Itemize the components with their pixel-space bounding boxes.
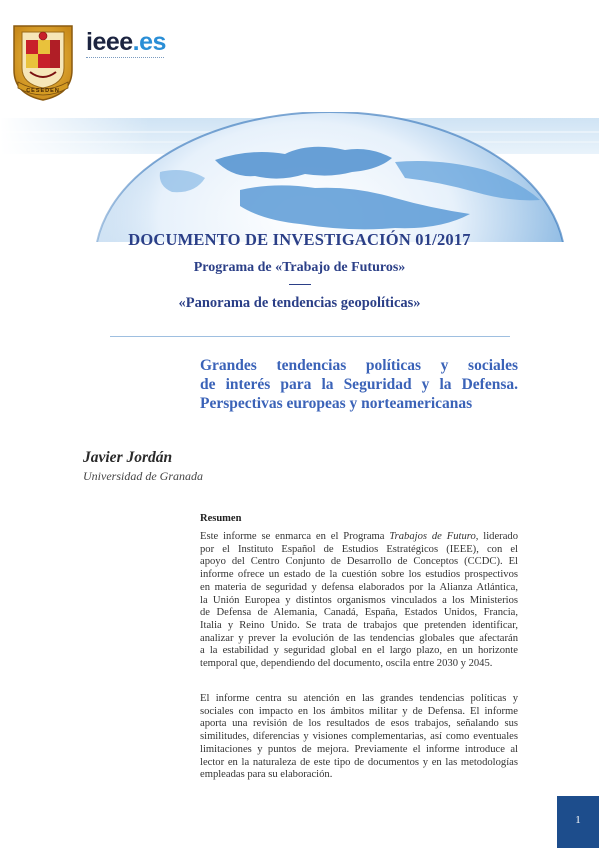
paragraph-line: Italia y Reino Unido. Se trata de trabajos que pretenden identificar, [200,619,518,631]
title-separator [289,284,311,285]
crest-ribbon-text: CESEDEN [26,88,60,94]
page-number: 1 [575,814,581,826]
author-affiliation: Universidad de Granada [83,469,203,483]
title-block [0,230,599,312]
paragraph-line: por el Instituto Español de Estudios Estratégicos (IEEE), con el [200,543,518,555]
subtitle-line: de interés para la Seguridad y la Defensa. [200,376,518,393]
panorama-title: «Panorama de tendencias geopolíticas» [178,295,421,311]
program-name: Programa de «Trabajo de Futuros» [193,260,406,275]
paragraph-line: en materia de seguridad y defensa elaborados por la Alianza Atlántica, [200,581,518,593]
paragraph-line: temporal que, dependiendo del documento, oscila entre 2030 y 2045. [200,658,493,670]
page-number-box [557,796,599,848]
paragraph-line: aporta una revisión de los resultados de esos trabajos, señalando sus [200,718,518,730]
paragraph-line: sociales con impacto en los ámbitos militar y de Defensa. El informe [200,705,518,717]
abstract-paragraph [200,531,518,671]
paragraph-line: lector en la naturaleza de este tipo de documentos y en las metodologías [200,756,518,768]
text-run: , liderado [475,531,518,542]
paragraph-line: apoyo del Centro Conjunto de Desarrollo de Conceptos (CCDC). El [200,556,518,568]
program-emphasis: Trabajos de Futuro [389,531,476,542]
subtitle-line: Perspectivas europeas y norteamericanas [200,395,473,412]
globe-banner [0,112,599,242]
text-run: Este informe se enmarca en el Programa [200,531,390,542]
ceseden-crest-icon [8,22,78,102]
header-rule [110,336,510,337]
paragraph-line: de Defensa de Alemania, Canadá, España, Estados Unidos, Francia, [200,607,518,619]
author-name: Javier Jordán [83,449,173,466]
abstract-paragraph [200,693,518,782]
paragraph-line: similitudes, diferencias y visiones complementarias, así como eventuales [200,731,518,743]
paragraph-line: empleadas para su elaboración. [200,769,333,781]
paragraph-line: El informe centra su atención en las grandes tendencias políticas y [200,693,518,704]
paragraph-line: analizar y prever la evolución de las tendencias globales que afectarán [200,632,518,644]
logo-brand: ieee [86,28,133,56]
document-title: DOCUMENTO DE INVESTIGACIÓN 01/2017 [128,230,471,249]
paragraph-line: informe ofrece un estado de la cuestión sobre los estudios prospectivos [200,569,518,581]
logo-domain: .es [132,28,166,56]
subtitle-line: Grandes tendencias políticas y sociales [200,357,518,374]
ieee-logo [86,30,166,60]
paragraph-line: la Unión Europea y distintos organismos vinculados a los Ministerios [200,594,518,606]
paragraph-line: a la estabilidad y seguridad global en el largo plazo, en un horizonte [200,645,518,657]
abstract-heading: Resumen [200,513,242,524]
document-subtitle [200,356,518,413]
paragraph-line [200,531,518,544]
paragraph-line: limitaciones y puntos de mejora. Previamente el informe introduce al [200,743,518,755]
logo-tagline-rule [86,57,164,60]
